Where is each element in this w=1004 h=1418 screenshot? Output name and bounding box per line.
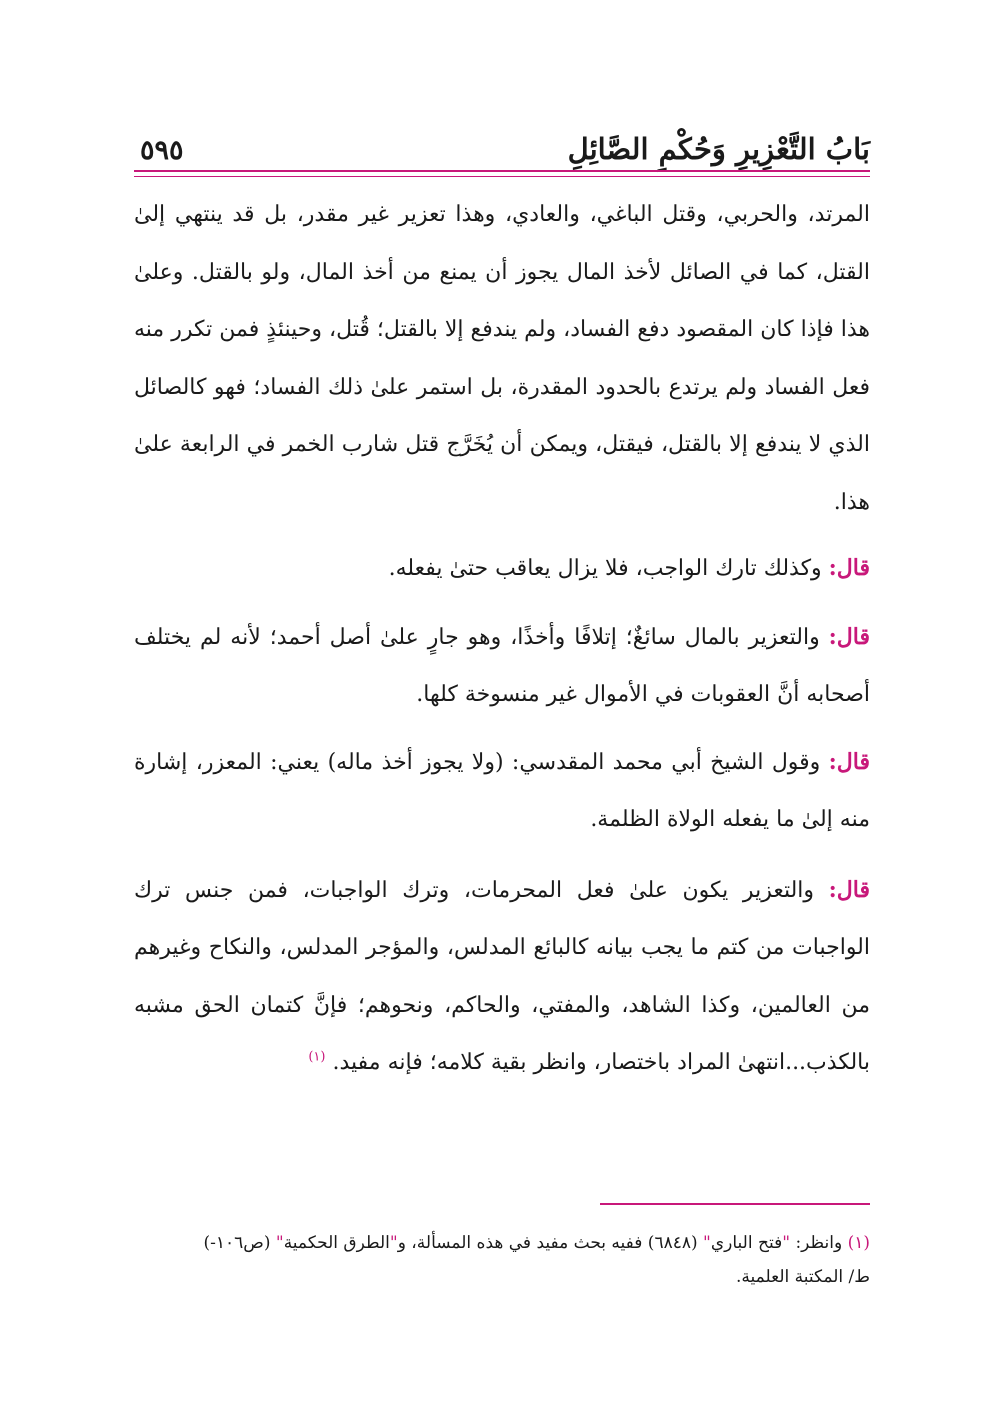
footnote-mid-1: (٦٨٤٨) ففيه بحث مفيد في هذه المسألة، و — [397, 1233, 698, 1253]
qal-label: قال: — [828, 555, 870, 581]
footnote-number: (١) — [847, 1233, 870, 1253]
page-header — [140, 112, 870, 164]
footnote-source-1: فتح الباري — [710, 1233, 783, 1253]
footnote-separator — [600, 1203, 870, 1205]
quote-open: " — [782, 1233, 791, 1253]
footnote-1 — [134, 1226, 870, 1294]
footnote-reference[interactable]: (١) — [308, 1049, 326, 1065]
footnotes — [134, 1226, 870, 1294]
paragraph-1 — [134, 186, 870, 531]
qal-label: قال: — [828, 623, 870, 650]
paragraph-4-text: وقول الشيخ أبي محمد المقدسي: (ولا يجوز أخذ ماله) يعني: المعزر، إشارة منه إلىٰ ما يفعله الولاة الظلمة. — [134, 749, 870, 832]
paragraph-1-text: المرتد، والحربي، وقتل الباغي، والعادي، وهذا تعزير غير مقدر، بل قد ينتهي إلىٰ القتل، كما في الصائل لأخذ المال يجوز أن يمنع من أخذ المال، ولو بالقتل. وعلىٰ هذا فإذا كان المقصود دفع الفساد، ولم يندفع إلا بالقتل؛ قُتل، وحينئذٍ فمن تكرر منه فعل الفساد ولم يرتدع بالحدود المقدرة، بل استمر علىٰ ذلك الفساد؛ فهو كالصائل الذي لا يندفع إلا بالقتل، فيقتل، ويمكن أن يُخَرَّج قتل شارب الخمر في الرابعة علىٰ هذا. — [134, 202, 870, 515]
page-number: ٥٩٥ — [140, 135, 184, 166]
header-rule-thin — [134, 176, 870, 177]
chapter-title: بَابُ التَّعْزِيرِ وَحُكْمِ الصَّائِلِ — [567, 132, 870, 166]
paragraph-3 — [134, 609, 870, 724]
paragraph-5-text: والتعزير يكون علىٰ فعل المحرمات، وترك الواجبات، فمن جنس ترك الواجبات من كتم ما يجب بيانه كالبائع المدلس، والمؤجر المدلس، والنكاح وغيرهم من العالمين، وكذا الشاهد، والمفتي، والحاكم، ونحوهم؛ فإنَّ كتمان الحق مشبه بالكذب...انتهىٰ المراد باختصار، وانظر بقية كلامه؛ فإنه مفيد. — [134, 877, 870, 1075]
footnote-source-2: الطرق الحكمية — [283, 1233, 390, 1253]
qal-label: قال: — [828, 748, 870, 775]
main-text — [134, 186, 870, 1092]
header-rule-thick — [134, 170, 870, 172]
qal-label: قال: — [828, 876, 870, 903]
footnote-pre: وانظر: — [795, 1233, 843, 1253]
quote-close: " — [275, 1233, 284, 1253]
quote-open: " — [389, 1233, 398, 1253]
paragraph-2 — [134, 540, 870, 598]
paragraph-3-text: والتعزير بالمال سائغٌ؛ إتلافًا وأخذًا، وهو جارٍ علىٰ أصل أحمد؛ لأنه لم يختلف أصحابه أنَّ العقوبات في الأموال غير منسوخة كلها. — [134, 624, 870, 707]
footnote-mid-2: (ص١٠٦-) — [203, 1233, 271, 1253]
paragraph-5 — [134, 862, 870, 1092]
quote-close: " — [703, 1233, 711, 1253]
paragraph-2-text: وكذلك تارك الواجب، فلا يزال يعاقب حتىٰ يفعله. — [388, 556, 822, 581]
paragraph-4 — [134, 734, 870, 849]
footnote-line-2: ط/ المكتبة العلمية. — [736, 1267, 870, 1287]
